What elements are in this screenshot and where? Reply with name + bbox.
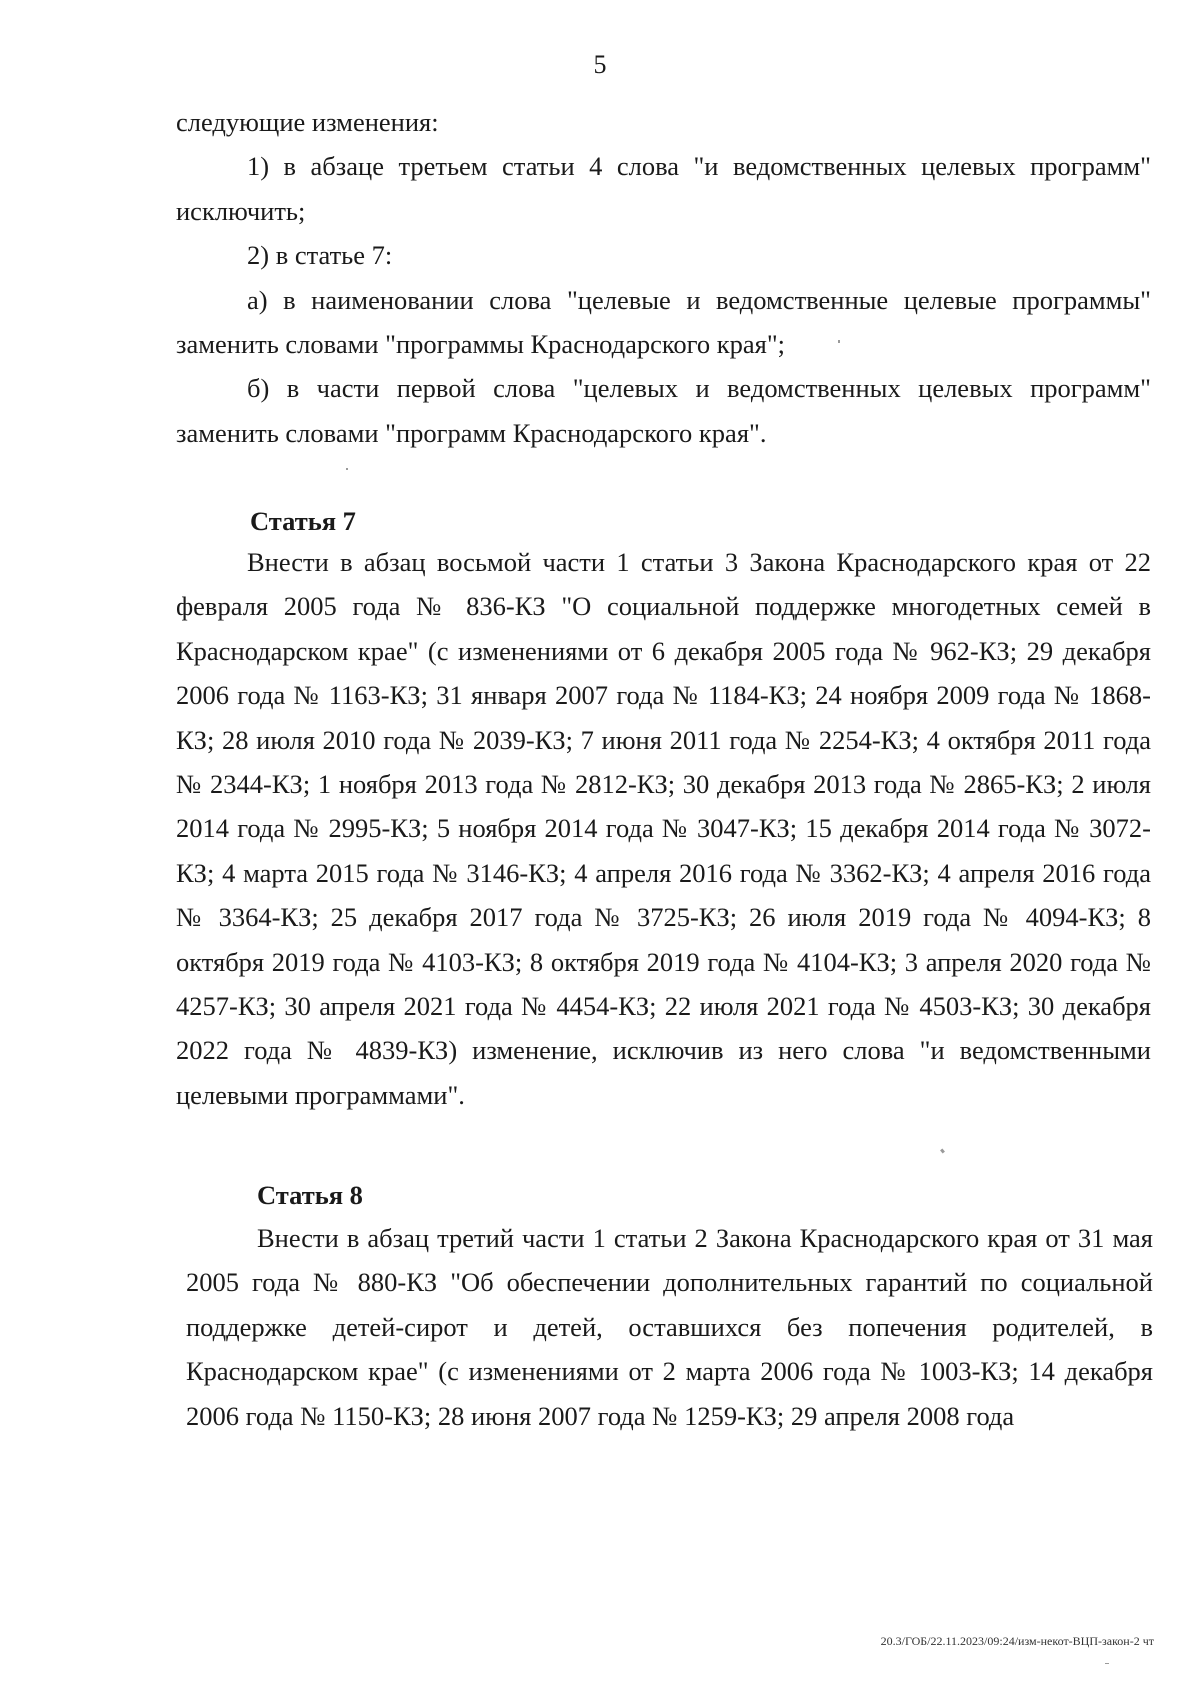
- scan-speck: [838, 340, 840, 343]
- page-number: 5: [593, 50, 607, 79]
- article-7-paragraph: Внести в абзац восьмой части 1 статьи 3 Закона Краснодарского края от 22 февраля 2005 года № 836-КЗ "О социальной поддержке многодетных семей в Краснодарском крае" (с изменениями от 6 декабря 2005 года № 962-КЗ; 29 декабря 2006 года № 1163-КЗ; 31 января 2007 года № 1184-КЗ; 24 ноября 2009 года № 1868-КЗ; 28 июля 2010 года № 2039-КЗ; 7 июня 2011 года № 2254-КЗ; 4 октября 2011 года № 2344-КЗ; 1 ноября 2013 года № 2812-КЗ; 30 декабря 2013 года № 2865-КЗ; 2 июля 2014 года № 2995-КЗ; 5 ноября 2014 года № 3047-КЗ; 15 декабря 2014 года № 3072-КЗ; 4 марта 2015 года № 3146-КЗ; 4 апреля 2016 года № 3362-КЗ; 4 апреля 2016 года № 3364-КЗ; 25 декабря 2017 года № 3725-КЗ; 26 июля 2019 года № 4094-КЗ; 8 октября 2019 года № 4103-КЗ; 8 октября 2019 года № 4104-КЗ; 3 апреля 2020 года № 4257-КЗ; 30 апреля 2021 года № 4454-КЗ; 22 июля 2021 года № 4503-КЗ; 30 декабря 2022 года № 4839-КЗ) изменение, исключив из него слова "и ведомственными целевыми программами".: [176, 547, 1151, 1110]
- paragraph-item-2b: б) в части первой слова "целевых и ведомственных целевых программ" заменить словами "программ Краснодарского края".: [176, 373, 1151, 448]
- scan-speck: [346, 468, 348, 470]
- article-8-body: [186, 1216, 1153, 1438]
- scan-speck: [1105, 1663, 1109, 1664]
- article-7-heading: Статья 7: [250, 506, 356, 536]
- paragraph-item-2a: а) в наименовании слова "целевые и ведомственные целевые программы" заменить словами "программы Краснодарского края";: [176, 284, 1151, 360]
- document-footer-code: 20.3/ГОБ/22.11.2023/09:24/изм-некот-ВЦП-закон-2 чт: [880, 1634, 1154, 1648]
- section-6-continuation: [176, 100, 1151, 455]
- scan-speck: [940, 1149, 945, 1154]
- paragraph-intro: следующие изменения:: [176, 107, 439, 137]
- article-8-heading: Статья 8: [257, 1180, 363, 1210]
- paragraph-item-2: 2) в статье 7:: [247, 240, 393, 271]
- article-8-paragraph: Внести в абзац третий части 1 статьи 2 Закона Краснодарского края от 31 мая 2005 года № 880-КЗ "Об обеспечении дополнительных гарантий по социальной поддержке детей-сирот и детей, оставшихся без попечения родителей, в Краснодарском крае" (с изменениями от 2 марта 2006 года № 1003-КЗ; 14 декабря 2006 года № 1150-КЗ; 28 июня 2007 года № 1259-КЗ; 29 апреля 2008 года: [186, 1223, 1153, 1431]
- paragraph-item-1: 1) в абзаце третьем статьи 4 слова "и ведомственных целевых программ" исключить;: [176, 151, 1151, 226]
- article-7-body: [176, 540, 1151, 1117]
